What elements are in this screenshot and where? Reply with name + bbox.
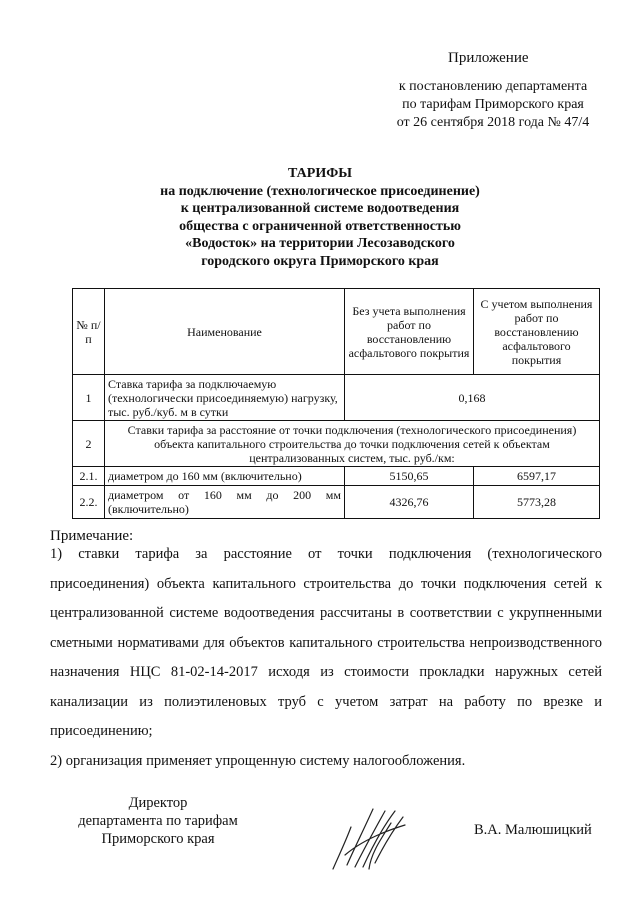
title-line: «Водосток» на территории Лесозаводского — [185, 236, 455, 251]
signatory-title — [58, 794, 258, 848]
header-without-asphalt: Без учета выполнения работ по восстановлению асфальтового покрытия — [345, 289, 474, 375]
header-num: № п/п — [73, 289, 105, 375]
handwritten-signature — [325, 803, 415, 873]
decree-reference-line: по тарифам Приморского края — [402, 97, 584, 112]
row-value-without: 4326,76 — [345, 486, 474, 519]
row-text: Ставки тарифа за расстояние от точки подключения (технологического присоединения) объекта капитального строительства до точки подключения сетей к объектам централизованных систем, тыс. руб./км: — [105, 421, 600, 467]
decree-reference-line: от 26 сентября 2018 года № 47/4 — [396, 115, 590, 130]
appendix-label: Приложение — [448, 50, 529, 66]
row-num: 2.2. — [73, 486, 105, 519]
title-line: общества с ограниченной ответственностью — [179, 218, 461, 234]
row-name-line: (включительно) — [108, 502, 189, 516]
table-row — [73, 375, 600, 421]
row-name-line: диаметром от 160 мм до 200 мм — [108, 488, 341, 502]
signatory-title-line: департамента по тарифам — [78, 813, 238, 829]
decree-reference — [382, 78, 604, 132]
row-value: 0,168 — [345, 375, 600, 421]
signatory-title-line: Приморского края — [101, 831, 215, 847]
row-num: 2 — [73, 421, 105, 467]
row-name: диаметром до 160 мм (включительно) — [105, 467, 345, 486]
table-row — [73, 486, 600, 519]
title-line: на подключение (технологическое присоединение) — [160, 183, 480, 199]
signatory-name: В.А. Малюшицкий — [474, 822, 592, 838]
signature-stroke — [333, 809, 405, 869]
row-name — [105, 486, 345, 519]
row-value-with: 6597,17 — [474, 467, 600, 486]
tariffs-table — [72, 288, 600, 519]
row-value-with: 5773,28 — [474, 486, 600, 519]
notes-body — [50, 540, 602, 776]
header-name: Наименование — [105, 289, 345, 375]
signatory-title-line: Директор — [128, 795, 188, 811]
title-line: городского округа Приморского края — [201, 253, 439, 269]
row-num: 2.1. — [73, 467, 105, 486]
note-item: 2) организация применяет упрощенную систему налогообложения. — [50, 752, 466, 769]
note-item: 1) ставки тарифа за расстояние от точки подключения (технологического присоединения) объекта капитального строительства до точки подключения сетей к централизованной системе водоотведения рассчитаны в соответствии с укрупненными сметными нормативами для объектов капитального строительства непроизводственного назначения НЦС 81-02-14-2017 исходя из стоимости прокладки наружных сетей канализации из полиэтиленовых труб с учетом затрат на работу по врезке и присоединению; — [50, 546, 602, 739]
table-header-row — [73, 289, 600, 375]
row-name: Ставка тарифа за подключаемую (технологически присоединяемую) нагрузку, тыс. руб./куб. м в сутки — [105, 375, 345, 421]
row-value-without: 5150,65 — [345, 467, 474, 486]
notes-heading: Примечание: — [50, 528, 134, 544]
title-line: к централизованной системе водоотведения — [180, 201, 460, 216]
row-num: 1 — [73, 375, 105, 421]
decree-reference-line: к постановлению департамента — [398, 79, 588, 94]
title-heading: ТАРИФЫ — [288, 166, 352, 181]
table-row — [73, 421, 600, 467]
document-title — [120, 165, 520, 270]
table-row — [73, 467, 600, 486]
header-with-asphalt: С учетом выполнения работ по восстановлению асфальтового покрытия — [474, 289, 600, 375]
